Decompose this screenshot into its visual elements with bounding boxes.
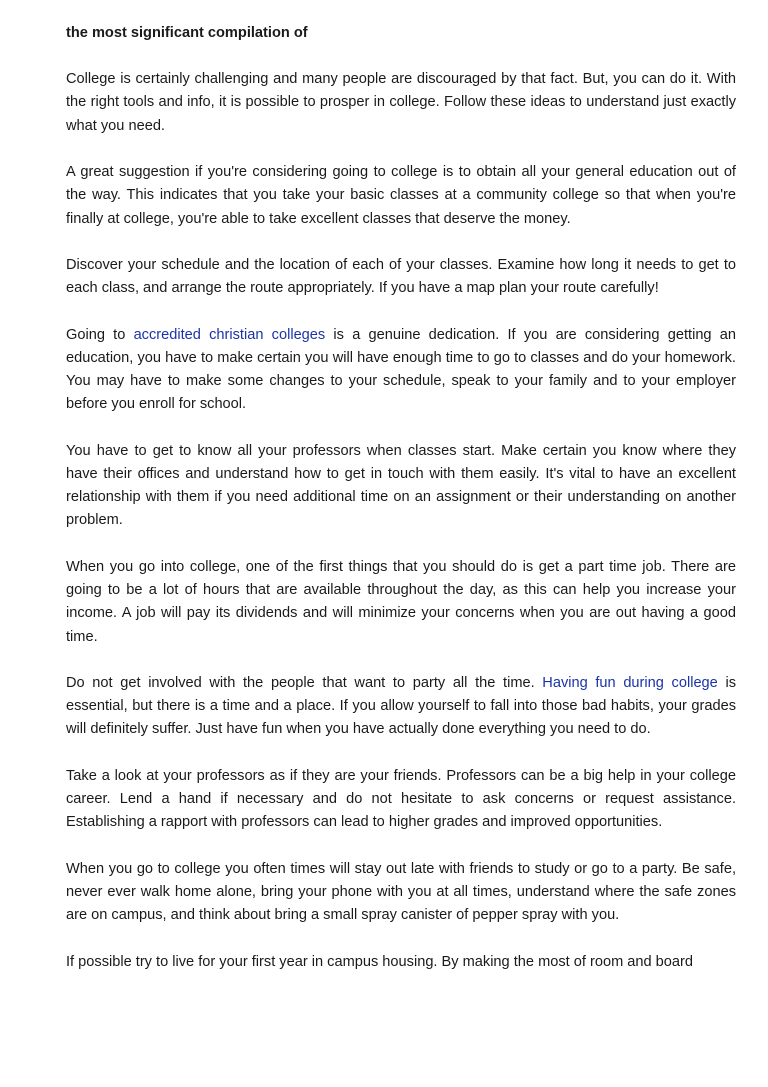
link-accredited-christian-colleges[interactable]: accredited christian colleges: [133, 326, 326, 343]
paragraph-7-rest: is essential, but there is a time and a place. If you allow yourself to fall into those bad habits, your grades will definitely suffer. Just have fun when you have actually done everything you need to do.: [66, 675, 736, 738]
paragraph-4: [66, 324, 736, 417]
document-page: [66, 22, 736, 997]
paragraph-4-rest: is a genuine dedication. If you are considering getting an education, you have to make certain you will have enough time to go to classes and do your homework. You may have to make some changes to your schedule, speak to your family and to your employer before you enroll for school.: [66, 326, 736, 413]
paragraph-7: [66, 672, 736, 742]
document-title: the most significant compilation of: [66, 25, 308, 41]
paragraph-2: A great suggestion if you're considering going to college is to obtain all your general education out of the way. This indicates that you take your basic classes at a community college so that when you're finally at college, you're able to take excellent classes that deserve the money.: [66, 164, 736, 227]
link-having-fun-during-college[interactable]: Having fun during college: [542, 675, 718, 692]
paragraph-7-lead: Do not get involved with the people that want to party all the time.: [66, 675, 543, 692]
paragraph-3: Discover your schedule and the location of each of your classes. Examine how long it needs to get to each class, and arrange the route appropriately. If you have a map plan your route carefully!: [66, 257, 736, 297]
paragraph-9: When you go to college you often times will stay out late with friends to study or go to a party. Be safe, never ever walk home alone, bring your phone with you at all times, understand where the safe zones are on campus, and think about bring a small spray canister of pepper spray with you.: [66, 860, 736, 924]
paragraph-1: College is certainly challenging and many people are discouraged by that fact. But, you can do it. With the right tools and info, it is possible to prosper in college. Follow these ideas to understand just exactly what you need.: [66, 71, 736, 134]
paragraph-6: When you go into college, one of the first things that you should do is get a part time job. There are going to be a lot of hours that are available throughout the day, as this can help you increase your income. A job will pay its dividends and will minimize your concerns when you are out having a good time.: [66, 558, 736, 645]
paragraph-10: If possible try to live for your first year in campus housing. By making the most of room and board: [66, 953, 694, 970]
paragraph-5: You have to get to know all your professors when classes start. Make certain you know where they have their offices and understand how to get in touch with them easily. It's vital to have an excellent relationship with them if you need additional time on an assignment or their understanding on another problem.: [66, 442, 736, 529]
paragraph-4-lead: Going to: [66, 326, 134, 343]
paragraph-8: Take a look at your professors as if they are your friends. Professors can be a big help in your college career. Lend a hand if necessary and do not hesitate to ask concerns or request assistance. Establishing a rapport with professors can lead to higher grades and improved opportunities.: [66, 767, 736, 831]
